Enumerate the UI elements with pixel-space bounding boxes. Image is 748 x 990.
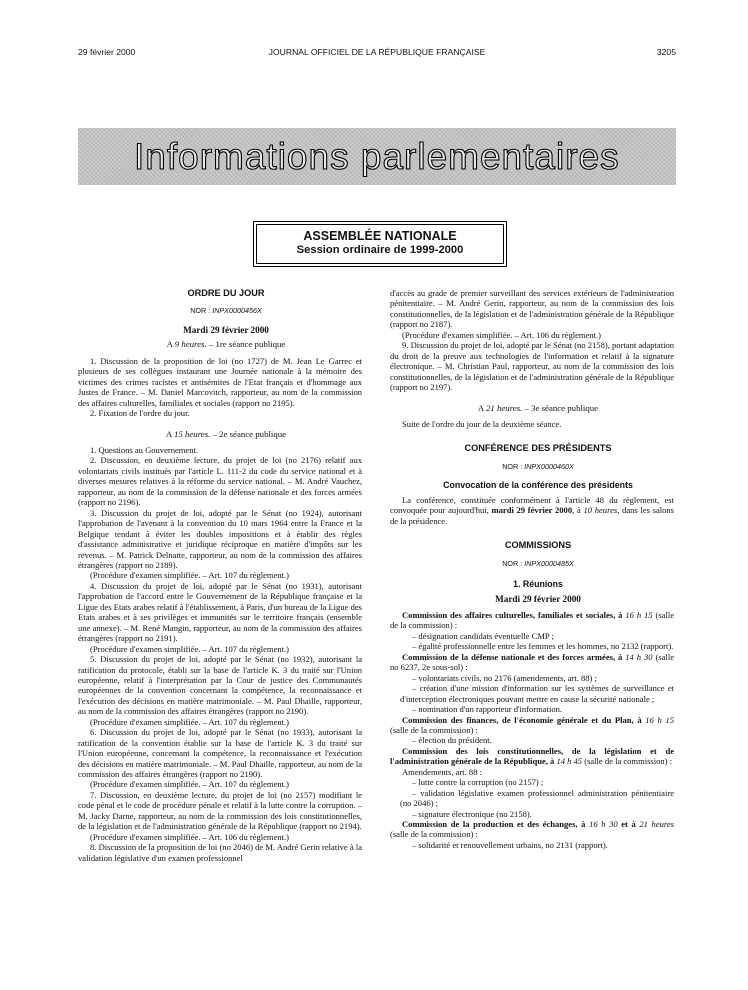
conference-heading: CONFÉRENCE DES PRÉSIDENTS — [464, 443, 612, 454]
seance-2-prefix: A — [165, 428, 174, 439]
commission-name-part: et à — [617, 819, 640, 830]
agenda-item: 1. Discussion de la proposition de loi (no 1727) de M. Jean Le Garrec et plusieurs de ses collègues instaurant une Journée nationale à la mémoire des victimes des crimes racistes et antisémites de l'Etat français et d'hommage aux Justes de France. – M. Daniel Marcovitch, rapporteur, au nom de la commission des affaires culturelles, familiales et sociales (rapport no 2195). — [78, 355, 362, 408]
section-banner — [78, 128, 676, 185]
left-column — [78, 288, 362, 863]
commission-place: (salle de la commission) : — [390, 724, 478, 735]
seance-1-time: 9 heures. — [174, 339, 207, 350]
convocation-text-part: La conférence, constituée conformément à l'article 48 du règlement, est convoquée pour aujourd'hui, — [390, 494, 674, 516]
commission-item: – solidarité et renouvellement urbains, no 2131 (rapport). — [412, 839, 608, 850]
seance-1-suffix: – 1re séance publique — [206, 339, 286, 350]
commission-place: (salle de la commission) : — [582, 756, 673, 767]
commissions-nor — [390, 559, 674, 569]
commissions-heading: COMMISSIONS — [504, 540, 572, 551]
commission-name: Commission des finances, de l'économie générale et du Plan, à — [402, 714, 646, 725]
agenda-item: 8. Discussion de la proposition de loi (no 2046) de M. André Gerin relative à la validation législative d'un examen professionnel — [78, 842, 362, 863]
agenda-item-procedure: (Procédure d'examen simplifiée. – Art. 107 du règlement.) — [90, 716, 290, 727]
agenda-item-procedure: (Procédure d'examen simplifiée. – Art. 107 du règlement.) — [90, 779, 290, 790]
agenda-item-continued: d'accès au grade de premier surveillant des services extérieurs de l'administration pénitentiaire. – M. André Gerin, rapporteur, au nom de la commission des lois constitutionnelles, de la législation et de l'administration générale de la République (rapport no 2187). — [390, 288, 674, 330]
commission-name: Commission de la production et des échanges, à — [402, 819, 590, 830]
convocation-text-part: , dans les salons de la présidence. — [390, 505, 674, 526]
assembly-name: ASSEMBLÉE NATIONALE — [303, 229, 457, 243]
commission-time: 14 h 45 — [556, 756, 583, 767]
agenda-item: 2. Fixation de l'ordre du jour. — [90, 408, 190, 419]
commission-entry — [390, 746, 674, 767]
seance-3-prefix: A — [477, 402, 486, 413]
commission-intro: Amendements, art. 88 : — [402, 766, 482, 777]
commission-item: – élection du président. — [412, 735, 492, 746]
commission-entry — [390, 652, 674, 673]
convocation-heading: Convocation de la conférence des présidents — [443, 480, 633, 491]
agenda-item: 9. Discussion du projet de loi, adopté par le Sénat (no 2158), portant adaptation du droit de la preuve aux technologies de l'information et relatif à la signature électronique. – M. Christian Paul, rapporteur, au nom de la commission des lois constitutionnelles, de la législation et de l'administration générale de la République (rapport no 2197). — [390, 340, 674, 393]
agenda-nor-code: INPX0000456X — [212, 306, 262, 316]
commission-item: – lutte contre la corruption (no 2157) ; — [412, 777, 544, 788]
commissions-day: Mardi 29 février 2000 — [495, 593, 581, 604]
seance-2-suffix: – 2e séance publique — [210, 428, 287, 439]
seance-1-heading — [78, 339, 362, 349]
agenda-nor — [78, 306, 362, 316]
agenda-item: 4. Discussion du projet de loi, adopté par le Sénat (no 1931), autorisant l'approbation de l'accord entre le Gouvernement de la République française et la Ligue des Etats arabes relatif à l'établissement, à Paris, d'un bureau de la Ligue des Etats arabes et à ses privilèges et immunités sur le territoire français (ensemble une annexe). – M. René Mangin, rapporteur, au nom de la commission des affaires étrangères (rapport no 2191). — [78, 580, 362, 644]
commission-time: 21 heures — [639, 819, 674, 830]
header-page-number: 3205 — [656, 47, 676, 57]
commission-entry — [390, 715, 674, 736]
conference-nor — [390, 462, 674, 472]
agenda-item: 2. Discussion, en deuxième lecture, du projet de loi (no 2176) relatif aux volontariats civils institués par l'article L. 111-2 du code du service national et à diverses mesures relatives à la réforme du service national. – M. André Vauchez, rapporteur, au nom de la commission de la défense nationale et des forces armées (rapport no 2196). — [78, 455, 362, 508]
commission-name: Commission des lois constitutionnelles, de la législation et de l'administration générale de la République, à — [390, 745, 674, 767]
commission-time: 16 h 15 — [645, 714, 674, 725]
agenda-item-procedure: (Procédure d'examen simplifiée. – Art. 106 du règlement.) — [402, 329, 602, 340]
header-date: 29 février 2000 — [78, 47, 136, 57]
section-banner-title: Informations parlementaires — [134, 136, 620, 177]
agenda-heading: ORDRE DU JOUR — [187, 288, 265, 298]
agenda-item: 3. Discussion du projet de loi, adopté par le Sénat (no 1924), autorisant l'approbation de l'avenant à la convention du 10 mars 1964 entre la France et la Belgique tendant à éviter les doubles impositions et à établir des règles d'assistance administrative et juridique réciproque en matière d'impôts sur les revenus. – M. Patrick Delnatte, rapporteur, au nom de la commission des affaires étrangères (rapport no 2189). — [78, 507, 362, 570]
commission-name: Commission des affaires culturelles, familiales et sociales, à — [402, 609, 626, 620]
agenda-item-procedure: (Procédure d'examen simplifiée. – Art. 107 du règlement.) — [90, 643, 290, 654]
commission-item: – désignation candidats éventuelle CMP ; — [412, 630, 554, 641]
commission-item: – signature électronique (no 2158). — [412, 808, 532, 819]
seance-2-heading — [78, 429, 362, 439]
convocation-text-part: , à — [572, 505, 584, 516]
agenda-item: 6. Discussion du projet de loi, adopté par le Sénat (no 1933), autorisant la ratification de la convention établie sur la base de l'article K. 3 du traité sur l'Union européenne, concernant la compétence, la reconnaissance et l'exécution des décisions en matière matrimoniale. – M. Paul Dhaille, rapporteur, au nom de la commission des affaires étrangères (rapport no 2190). — [78, 727, 362, 780]
conference-nor-code: INPX0000460X — [524, 461, 574, 471]
seance-2-time: 15 heures. — [174, 428, 211, 439]
convocation-date: mardi 29 février 2000 — [491, 505, 573, 516]
commissions-nor-prefix: NOR : — [502, 558, 525, 568]
commission-time: 16 h 15 — [625, 609, 653, 620]
conference-nor-prefix: NOR : — [502, 461, 525, 471]
reunions-heading: 1. Réunions — [513, 579, 563, 590]
right-column — [390, 288, 674, 850]
seance-3-time: 21 heures. — [486, 402, 523, 413]
agenda-item: 7. Discussion, en deuxième lecture, du projet de loi (no 2157) modifiant le code pénal et le code de procédure pénale et relatif à la lutte contre la corruption. – M. Jacky Darne, rapporteur, au nom de la commission des lois constitutionnelles, de la législation et de l'administration générale de la République (rapport no 2194). — [78, 789, 362, 832]
commission-place: (salle de la commission) : — [390, 829, 478, 840]
seance-3-heading — [390, 403, 674, 413]
assembly-box — [256, 224, 504, 264]
agenda-item-procedure: (Procédure d'examen simplifiée. – Art. 106 du règlement.) — [90, 831, 290, 842]
agenda-nor-prefix: NOR : — [190, 306, 213, 316]
commission-time: 14 h 30 — [625, 651, 653, 662]
agenda-item-procedure: (Procédure d'examen simplifiée. – Art. 107 du règlement.) — [90, 570, 290, 581]
commission-item: – validation législative examen professionnel administration pénitentiaire (no 2046) ; — [400, 787, 674, 809]
seance-3-text: Suite de l'ordre du jour de la deuxième séance. — [402, 418, 562, 429]
agenda-item: 1. Questions au Gouvernement. — [90, 444, 199, 455]
page-header — [78, 47, 676, 61]
commission-name: Commission de la défense nationale et des forces armées, à — [402, 651, 626, 662]
assembly-session: Session ordinaire de 1999-2000 — [296, 244, 464, 256]
commission-entry — [390, 610, 674, 631]
commission-entry — [390, 819, 674, 840]
header-journal-title: JOURNAL OFFICIEL DE LA RÉPUBLIQUE FRANÇAISE — [268, 47, 486, 57]
seance-1-prefix: A — [166, 339, 175, 350]
convocation-text — [390, 495, 674, 526]
commission-place: (salle de la commission) : — [390, 609, 674, 631]
commission-place: (salle no 6237, 2e sous-sol) : — [390, 651, 674, 673]
commission-item: – égalité professionnelle entre les femmes et les hommes, no 2132 (rapport). — [412, 641, 674, 652]
commission-item: – nomination d'un rapporteur d'information. — [412, 704, 563, 715]
commission-item: – création d'une mission d'information sur les systèmes de surveillance et d'interception électroniques pouvant mettre en cause la sécurité nationale ; — [400, 683, 674, 704]
agenda-day: Mardi 29 février 2000 — [183, 324, 269, 335]
agenda-item: 5. Discussion du projet de loi, adopté par le Sénat (no 1932), autorisant la ratification du protocole, établi sur la base de l'article K. 3 du traité sur l'Union européenne, relatif à l'interprétation par la Cour de justice des Communautés européennes de la convention concernant la compétence, la reconnaissance et l'exécution des décisions en matière matrimoniale. – M. Paul Dhaille, rapporteur, au nom de la commission des affaires étrangères (rapport no 2190). — [78, 654, 362, 717]
commission-item: – volontariats civils, no 2176 (amendements, art. 88) ; — [412, 672, 597, 683]
convocation-time: 10 heures — [583, 505, 618, 516]
seance-3-suffix: – 3e séance publique — [522, 402, 599, 413]
commission-time: 16 h 30 — [589, 819, 618, 830]
commissions-nor-code: INPX0000485X — [524, 558, 574, 568]
